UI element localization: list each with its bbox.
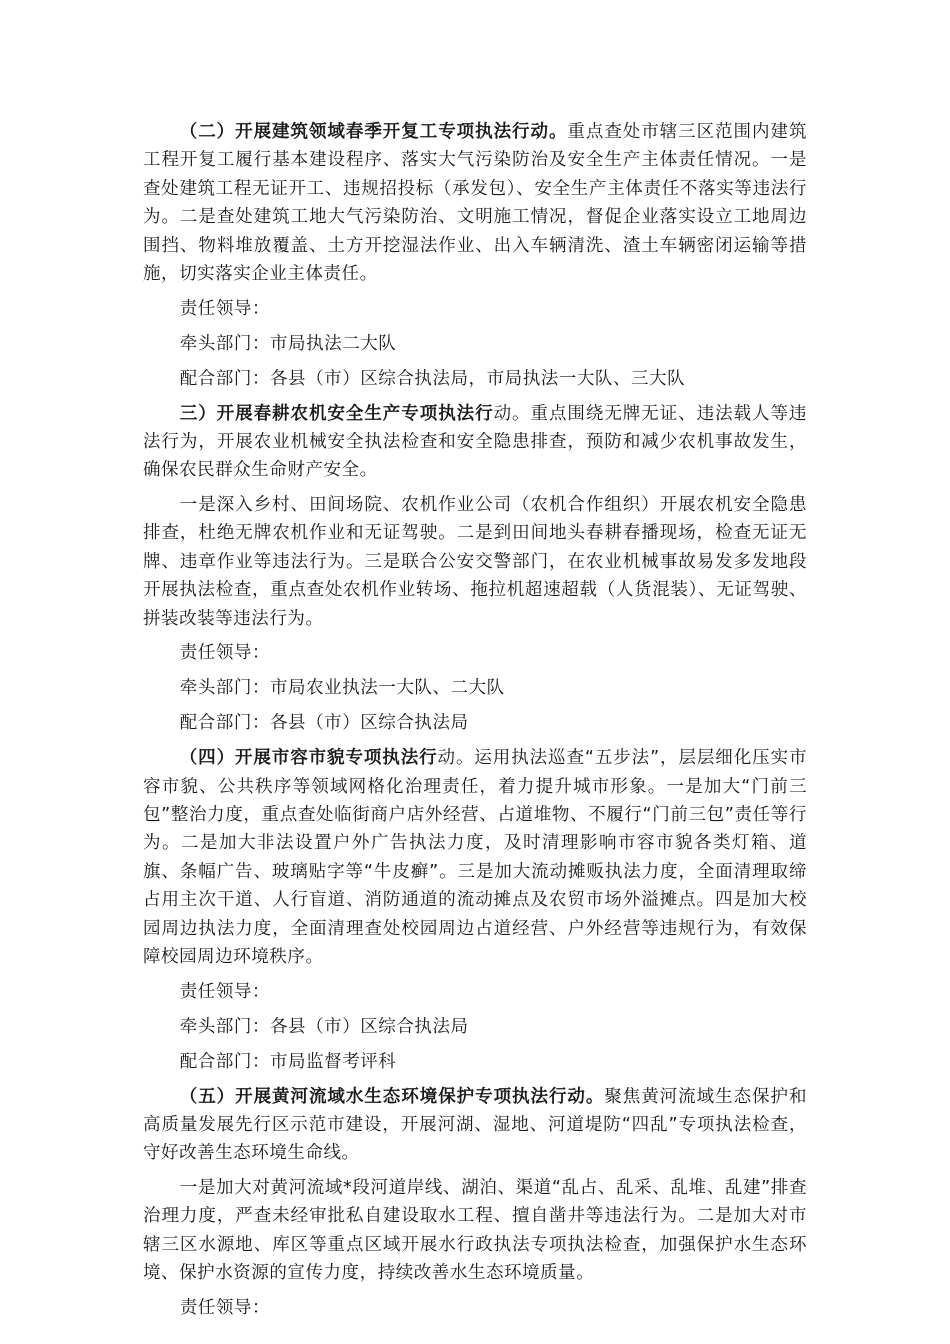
- section-3-body: 动。重点围绕无牌无证、违法载人等违法行为，开展农业机械安全执法检查和安全隐患排查，预防和减少农机事故发生，确保农民群众生命财产安全。: [143, 403, 807, 481]
- section-3-paragraph: [143, 400, 807, 485]
- section-4-leader: 责任领导：: [179, 981, 270, 1002]
- section-2-lead-dept: 牵头部门：市局执法二大队: [179, 333, 397, 354]
- section-3-coop-dept: 配合部门：各县（市）区综合执法局: [179, 713, 469, 734]
- section-2-coop-dept: 配合部门：各县（市）区综合执法局，市局执法一大队、三大队: [179, 368, 686, 389]
- section-5-paragraph-2: 一是加大对黄河流域*段河道岸线、湖泊、渠道“乱占、乱采、乱堆、乱建”排查治理力度，严查未经审批私自建设取水工程、擅自凿井等违法行为。二是加大对市辖三区水源地、库区等重点区域开展水行政执法专项执法检查，加强保护水生态环境、保护水资源的宣传力度，持续改善水生态环境质量。: [143, 1177, 807, 1284]
- section-4-coop-dept: 配合部门：市局监督考评科: [179, 1051, 397, 1072]
- section-4-body: 动。运用执法巡查“五步法”，层层细化压实市容市貌、公共秩序等领域网格化治理责任，着力提升城市形象。一是加大“门前三包”整治力度，重点查处临街商户店外经营、占道堆物、不履行“门前三包”责任等行为。二是加大非法设置户外广告执法力度，及时清理影响市容市貌各类灯箱、道旗、条幅广告、玻璃贴字等“牛皮癣”。三是加大流动摊贩执法力度，全面清理取缔占用主次干道、人行盲道、消防通道的流动摊点及农贸市场外溢摊点。四是加大校园周边执法力度，全面清理查处校园周边占道经营、户外经营等违规行为，有效保障校园周边环境秩序。: [143, 748, 807, 967]
- section-5-paragraph: [143, 1083, 807, 1168]
- section-3-heading: 三）开展春耕农机安全生产专项执法行: [179, 403, 494, 424]
- section-5-body: 聚焦黄河流域生态保护和高质量发展先行区示范市建设，开展河湖、湿地、河道堤防“四乱”专项执法检查，守好改善生态环境生命线。: [143, 1086, 807, 1164]
- section-2-heading: （二）开展建筑领域春季开复工专项执法行动。: [179, 122, 568, 142]
- section-2-leader: 责任领导：: [179, 298, 270, 319]
- section-2-body: 重点查处市辖三区范围内建筑工程开复工履行基本建设程序、落实大气污染防治及安全生产主体责任情况。一是查处建筑工程无证开工、违规招投标（承发包）、安全生产主体责任不落实等违法行为。二是查处建筑工地大气污染防治、文明施工情况，督促企业落实设立工地周边围挡、物料堆放覆盖、土方开挖湿法作业、出入车辆清洗、渣土车辆密闭运输等措施，切实落实企业主体责任。: [143, 122, 807, 285]
- section-4-lead-dept: 牵头部门：各县（市）区综合执法局: [179, 1016, 469, 1037]
- section-4-paragraph: [143, 744, 807, 971]
- section-3-paragraph-2: 一是深入乡村、田间场院、农机作业公司（农机合作组织）开展农机安全隐患排查，杜绝无牌农机作业和无证驾驶。二是到田间地头春耕春播现场，检查无证无牌、违章作业等违法行为。三是联合公安交警部门，在农业机械事故易发多发地段开展执法检查，重点查处农机作业转场、拖拉机超速超载（人货混装）、无证驾驶、拼装改装等违法行为。: [143, 494, 807, 629]
- section-4-heading: （四）开展市容市貌专项执法行: [179, 748, 438, 769]
- section-3-lead-dept: 牵头部门：市局农业执法一大队、二大队: [179, 678, 505, 699]
- section-3-leader: 责任领导：: [179, 643, 270, 664]
- document-body: [143, 118, 807, 1322]
- section-5-heading: （五）开展黄河流域水生态环境保护专项执法行动。: [179, 1086, 605, 1107]
- section-5-leader: 责任领导：: [179, 1297, 270, 1318]
- section-2-paragraph: [143, 118, 807, 288]
